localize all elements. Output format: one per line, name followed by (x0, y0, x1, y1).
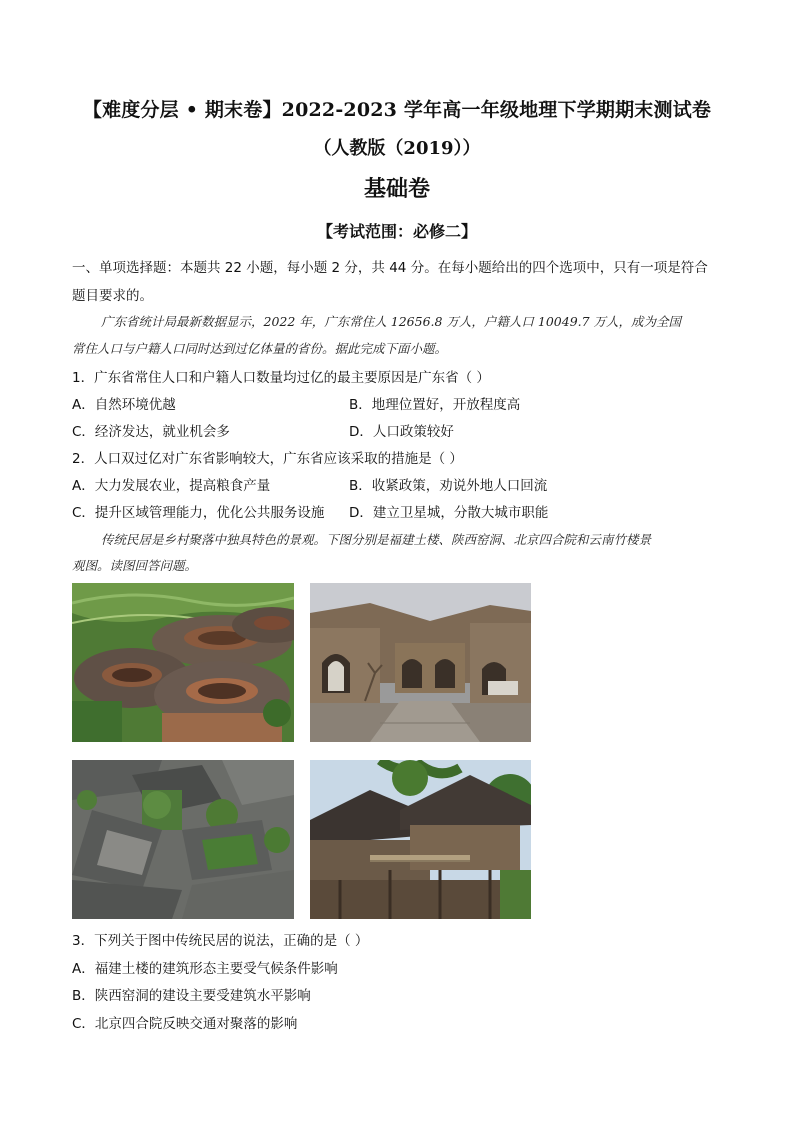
exam-title: 【难度分层 • 期末卷】2022-2023 学年高一年级地理下学期期末测试卷 (82, 99, 712, 121)
fujian-tulou-photo (72, 583, 294, 742)
exam-level: 基础卷 (363, 176, 430, 202)
section-instructions-line2: 题目要求的。 (72, 288, 153, 304)
q3-option-c[interactable]: C．北京四合院反映交通对聚落的影响 (72, 1016, 298, 1032)
q3-option-b[interactable]: B．陕西窑洞的建设主要受建筑水平影响 (72, 988, 311, 1004)
q1-option-b[interactable]: B．地理位置好，开放程度高 (349, 397, 521, 413)
q1-option-c[interactable]: C．经济发达，就业机会多 (72, 424, 230, 440)
exam-edition: （人教版（2019）） (313, 138, 481, 159)
beijing-siheyuan-photo (72, 760, 294, 919)
q2-option-c[interactable]: C．提升区域管理能力，优化公共服务设施 (72, 505, 325, 521)
passage2-line2: 观图。读图回答问题。 (72, 558, 198, 573)
q2-option-a[interactable]: A．大力发展农业，提高粮食产量 (72, 478, 271, 494)
exam-scope: 【考试范围：必修二】 (316, 222, 477, 241)
passage2-line1: 传统民居是乡村聚落中独具特色的景观。下图分别是福建土楼、陕西窑洞、北京四合院和云南竹楼景 (101, 532, 652, 547)
passage1-line2: 常住人口与户籍人口同时达到过亿体量的省份。据此完成下面小题。 (72, 341, 448, 356)
q1-option-a[interactable]: A．自然环境优越 (72, 397, 176, 413)
q1-stem: 1．广东省常住人口和户籍人口数量均过亿的最主要原因是广东省（ ） (72, 370, 490, 386)
section-instructions-line1: 一、单项选择题：本题共 22 小题，每小题 2 分，共 44 分。在每小题给出的四个选项中，只有一项是符合 (72, 260, 708, 276)
passage1-line1: 广东省统计局最新数据显示，2022 年，广东常住人 12656.8 万人，户籍人口 10049.7 万人，成为全国 (101, 314, 682, 329)
q3-option-a[interactable]: A．福建土楼的建筑形态主要受气候条件影响 (72, 961, 338, 977)
q1-option-d[interactable]: D．人口政策较好 (349, 424, 454, 440)
q2-stem: 2．人口双过亿对广东省影响较大，广东省应该采取的措施是（ ） (72, 451, 463, 467)
shaanxi-yaodong-photo (310, 583, 531, 742)
yunnan-bamboo-house-photo (310, 760, 531, 919)
q2-option-d[interactable]: D．建立卫星城，分散大城市职能 (349, 505, 549, 521)
q2-option-b[interactable]: B．收紧政策，劝说外地人口回流 (349, 478, 548, 494)
q3-stem: 3．下列关于图中传统民居的说法，正确的是（ ） (72, 933, 369, 949)
